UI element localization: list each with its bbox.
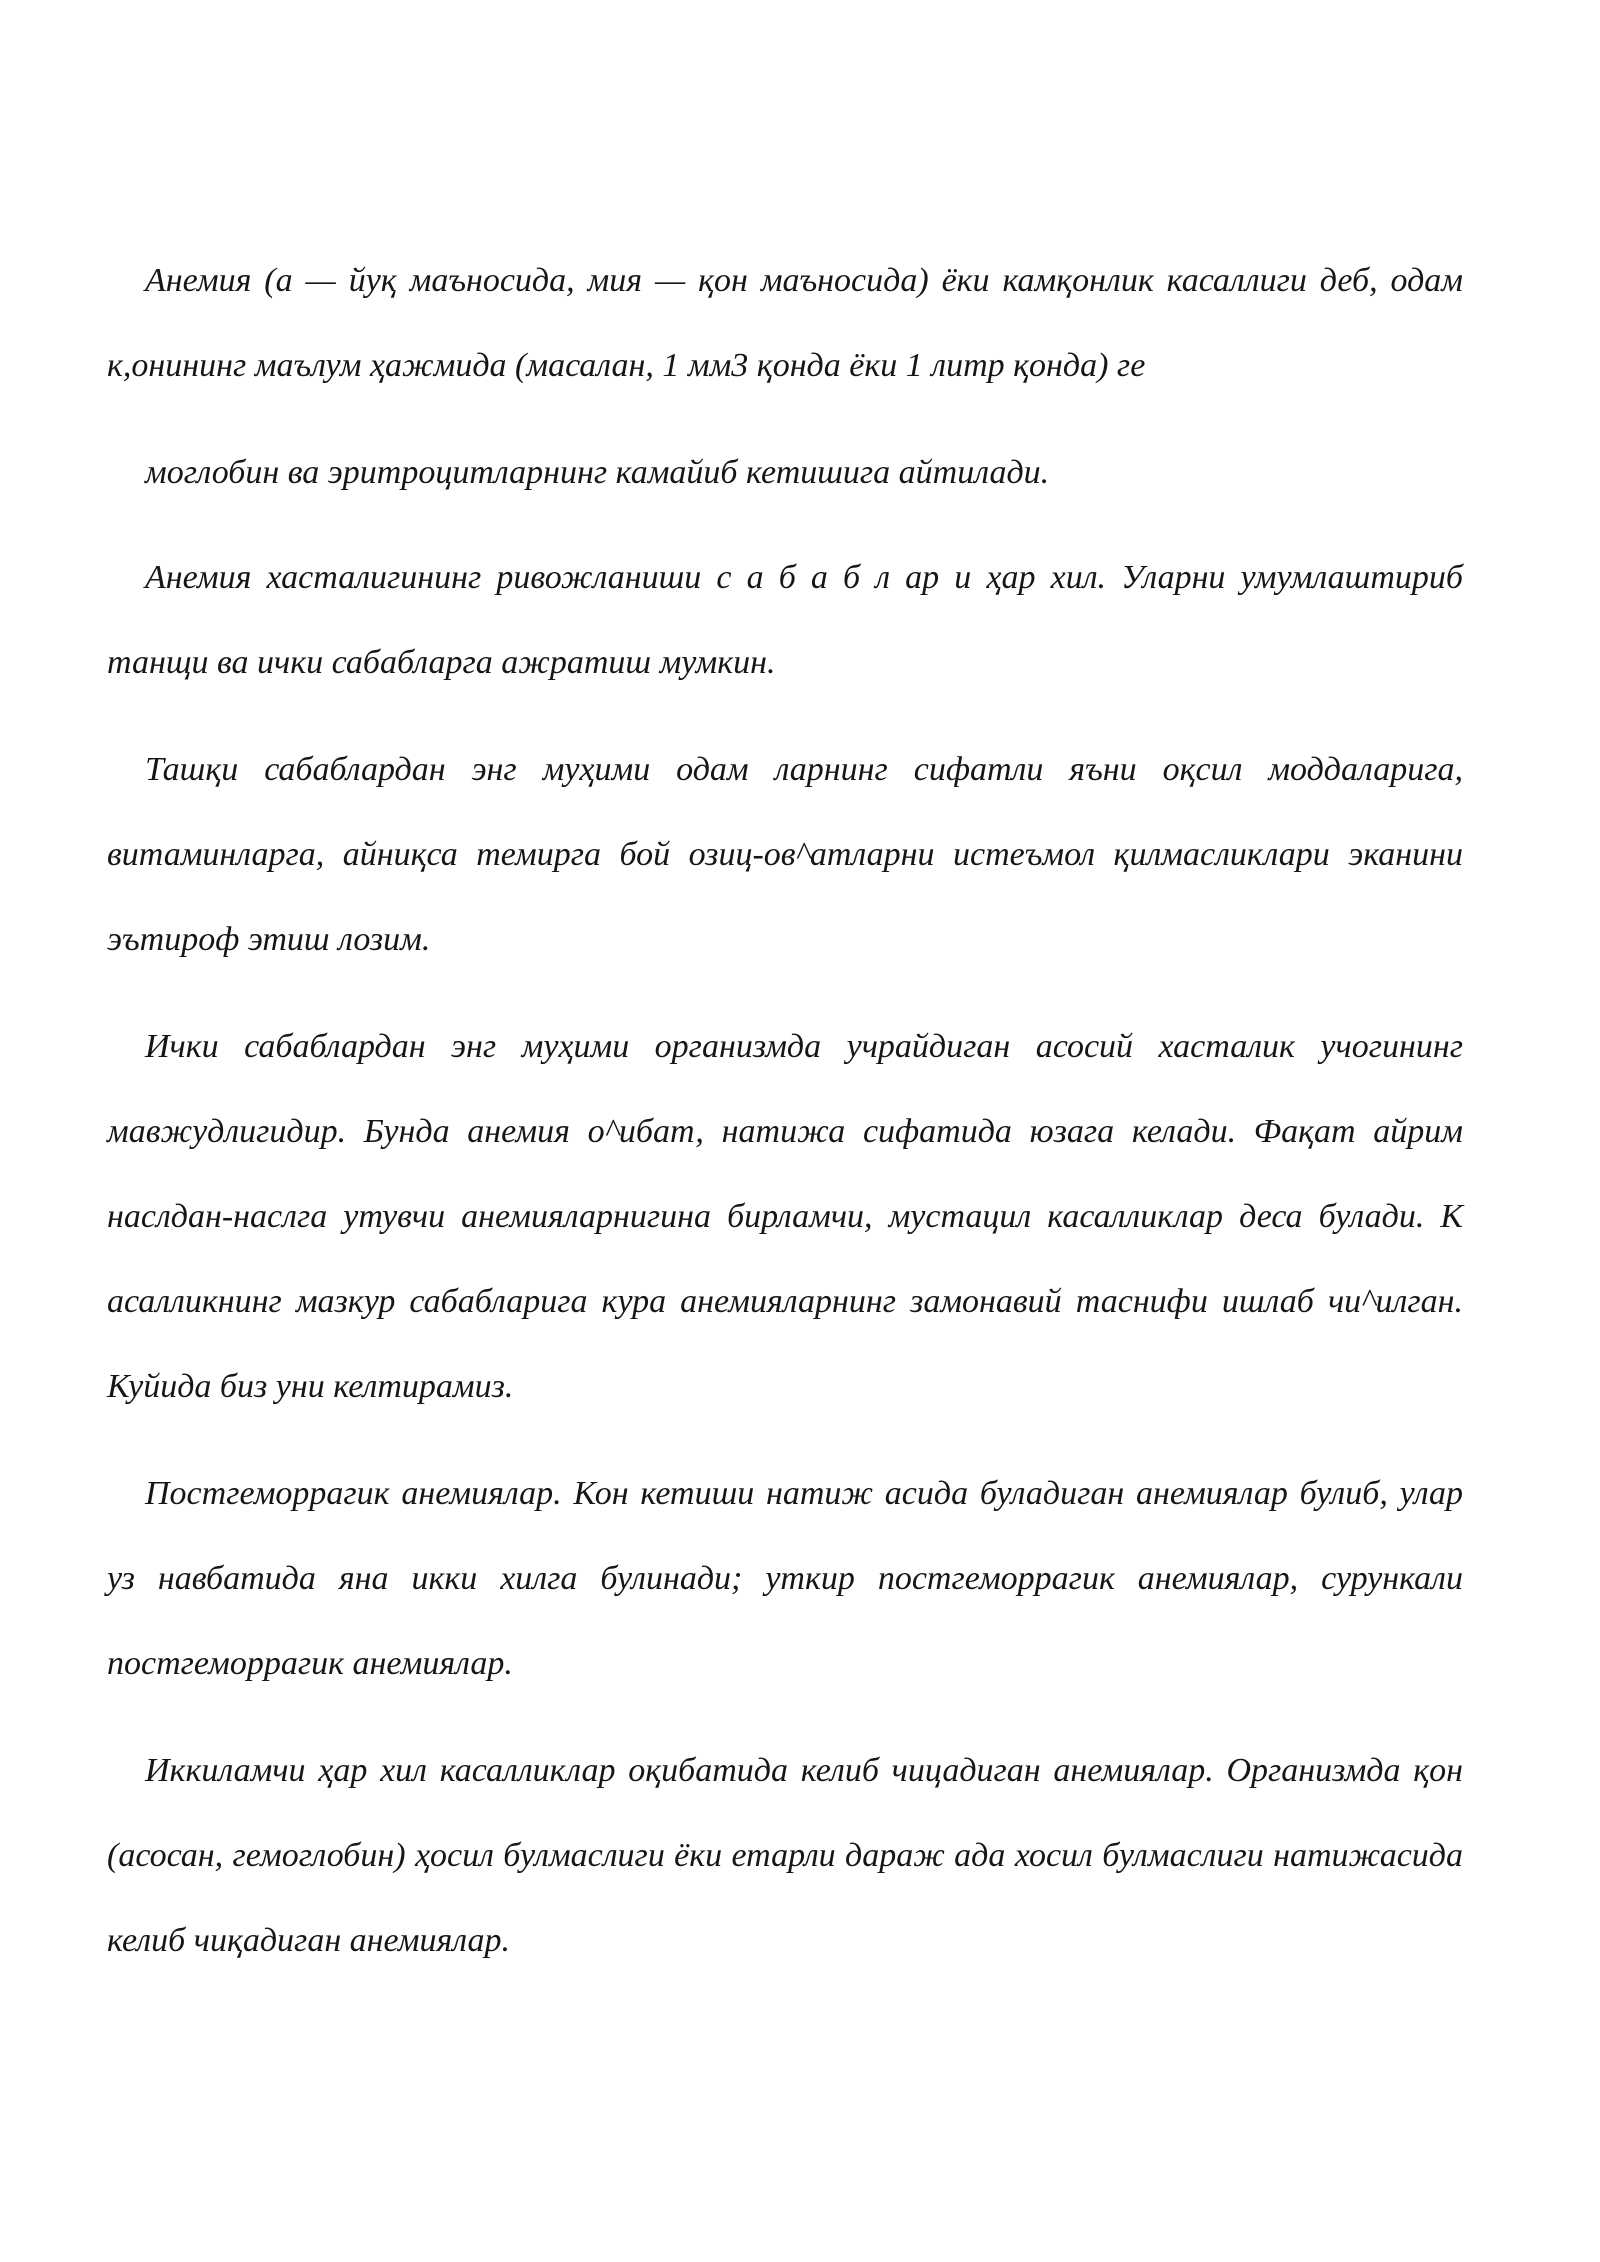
paragraph-external-causes: Ташқи сабаблардан энг муҳими одам ларнинг сифатли яъни оқсил моддаларига, витаминларга, айниқса темирга бой озиц-ов^атларни истеъмол қилмасликлари эканини эътироф этиш лозим. [107,751,1463,958]
paragraph-internal-causes: Ички сабаблардан энг муҳими организмда учрайдиган асосий хасталик учогининг мавжудлигидир. Бунда анемия о^ибат, натижа сифатида юзага келади. Фақат айрим наслдан-наслга утувчи анемияларнигина бирламчи, мустацил касалликлар деса булади. К асалликнинг мазкур сабабларига кура анемияларнинг замонавий таснифи ишлаб чи^илган. Куйида биз уни келтирамиз. [107,1028,1463,1405]
paragraph-anemia-definition-continued: моглобин ва эритроцитларнинг камайиб кетишига айтилади. [145,454,1050,491]
paragraph-secondary-anemia: Иккиламчи ҳар хил касалликлар оқибатида келиб чицадиган анемиялар. Организмда қон (асосан, гемоглобин) ҳосил булмаслиги ёки етарли дараж ада хосил булмаслиги натижасида келиб чиқадиган анемиялар. [107,1752,1463,1959]
paragraph-posthemorrhagic-anemia: Постгеморрагик анемиялар. Кон кетиши натиж асида буладиган анемиялар булиб, улар уз навбатида яна икки хилга булинади; уткир постгеморрагик анемиялар, сурункали постгеморрагик анемиялар. [107,1475,1463,1682]
paragraph-anemia-causes: Анемия хасталигининг ривожланиши с а б а б л ар и ҳар хил. Уларни умумлаштириб танщи ва ички сабабларга ажратиш мумкин. [107,559,1463,681]
document-body [107,238,1463,1983]
paragraph-anemia-definition: Анемия (а — йуқ маъносида, мия — қон маъносида) ёки камқонлик касаллиги деб, одам к,онининг маълум ҳажмида (масалан, 1 мм3 қонда ёки 1 литр қонда) ге [107,262,1463,384]
